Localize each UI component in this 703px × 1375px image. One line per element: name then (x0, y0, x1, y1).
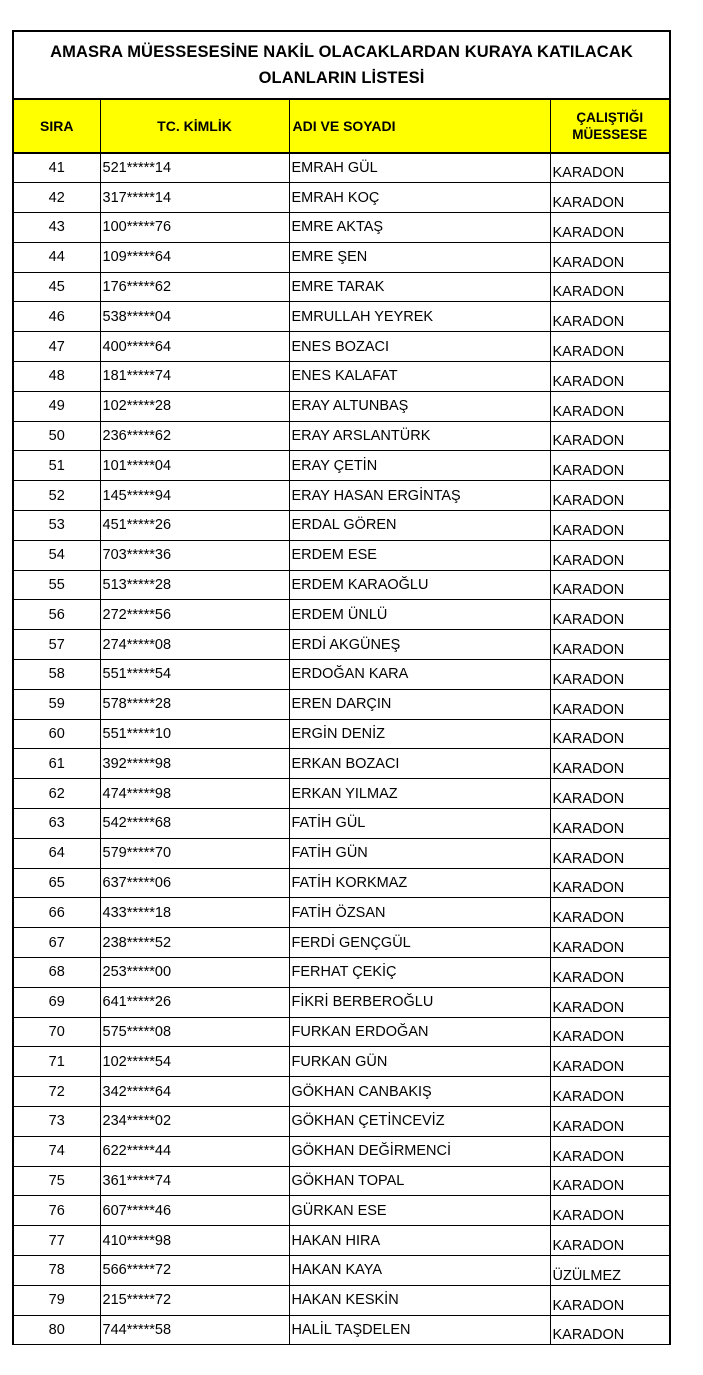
row-sira: 71 (14, 1047, 100, 1077)
row-adi-soyadi: ENES KALAFAT (289, 362, 550, 392)
row-adi-soyadi: EMRAH KOÇ (289, 183, 550, 213)
table-row (14, 183, 669, 213)
row-muessese: KARADON (550, 898, 669, 928)
row-muessese: KARADON (550, 213, 669, 243)
table-row (14, 749, 669, 779)
row-tc-kimlik: 272*****56 (100, 600, 289, 630)
row-tc-kimlik: 392*****98 (100, 749, 289, 779)
row-tc-kimlik: 361*****74 (100, 1166, 289, 1196)
row-adi-soyadi: ERDEM KARAOĞLU (289, 570, 550, 600)
row-sira: 42 (14, 183, 100, 213)
row-adi-soyadi: GÖKHAN TOPAL (289, 1166, 550, 1196)
header-work-line-2: MÜESSESE (572, 127, 648, 142)
table-row (14, 1196, 669, 1226)
row-muessese: KARADON (550, 302, 669, 332)
table-row (14, 1107, 669, 1137)
row-muessese: KARADON (550, 421, 669, 451)
row-adi-soyadi: ERDEM ESE (289, 540, 550, 570)
row-tc-kimlik: 100*****76 (100, 213, 289, 243)
row-adi-soyadi: FERHAT ÇEKİÇ (289, 958, 550, 988)
table-row (14, 838, 669, 868)
row-sira: 44 (14, 242, 100, 272)
row-sira: 50 (14, 421, 100, 451)
row-adi-soyadi: FATİH GÜN (289, 838, 550, 868)
table-header (14, 100, 669, 153)
row-adi-soyadi: HAKAN HIRA (289, 1226, 550, 1256)
row-muessese: KARADON (550, 1047, 669, 1077)
row-adi-soyadi: EMRE ŞEN (289, 242, 550, 272)
row-tc-kimlik: 641*****26 (100, 987, 289, 1017)
row-tc-kimlik: 109*****64 (100, 242, 289, 272)
row-sira: 65 (14, 868, 100, 898)
table-row (14, 362, 669, 392)
row-tc-kimlik: 410*****98 (100, 1226, 289, 1256)
title-line-2: OLANLARIN LİSTESİ (258, 69, 425, 87)
row-tc-kimlik: 236*****62 (100, 421, 289, 451)
row-sira: 41 (14, 153, 100, 183)
row-adi-soyadi: FATİH GÜL (289, 809, 550, 839)
row-muessese: KARADON (550, 540, 669, 570)
row-tc-kimlik: 234*****02 (100, 1107, 289, 1137)
row-adi-soyadi: HALİL TAŞDELEN (289, 1315, 550, 1345)
candidate-table (14, 100, 669, 1345)
row-muessese: KARADON (550, 749, 669, 779)
row-sira: 57 (14, 630, 100, 660)
table-row (14, 1166, 669, 1196)
row-muessese: KARADON (550, 1107, 669, 1137)
row-tc-kimlik: 622*****44 (100, 1136, 289, 1166)
row-adi-soyadi: EMRE TARAK (289, 272, 550, 302)
table-row (14, 540, 669, 570)
row-sira: 77 (14, 1226, 100, 1256)
table-row (14, 153, 669, 183)
row-muessese: KARADON (550, 332, 669, 362)
table-row (14, 451, 669, 481)
row-adi-soyadi: HAKAN KAYA (289, 1255, 550, 1285)
row-tc-kimlik: 551*****54 (100, 660, 289, 690)
row-sira: 76 (14, 1196, 100, 1226)
row-sira: 58 (14, 660, 100, 690)
row-tc-kimlik: 566*****72 (100, 1255, 289, 1285)
document-title (14, 32, 669, 100)
row-sira: 61 (14, 749, 100, 779)
row-muessese: KARADON (550, 1226, 669, 1256)
table-row (14, 660, 669, 690)
table-row (14, 421, 669, 451)
header-calistigi-muessese (550, 100, 669, 153)
row-adi-soyadi: FURKAN ERDOĞAN (289, 1017, 550, 1047)
table-row (14, 1226, 669, 1256)
row-sira: 75 (14, 1166, 100, 1196)
row-adi-soyadi: ERAY ALTUNBAŞ (289, 391, 550, 421)
row-muessese: KARADON (550, 868, 669, 898)
row-muessese: KARADON (550, 630, 669, 660)
row-muessese: KARADON (550, 600, 669, 630)
row-tc-kimlik: 474*****98 (100, 779, 289, 809)
row-tc-kimlik: 102*****28 (100, 391, 289, 421)
row-adi-soyadi: EREN DARÇIN (289, 689, 550, 719)
row-muessese: KARADON (550, 928, 669, 958)
row-tc-kimlik: 578*****28 (100, 689, 289, 719)
row-tc-kimlik: 744*****58 (100, 1315, 289, 1345)
row-adi-soyadi: GÖKHAN DEĞİRMENCİ (289, 1136, 550, 1166)
row-tc-kimlik: 542*****68 (100, 809, 289, 839)
table-row (14, 898, 669, 928)
row-adi-soyadi: EMRAH GÜL (289, 153, 550, 183)
header-work-line-1: ÇALIŞTIĞI (576, 110, 644, 125)
row-sira: 55 (14, 570, 100, 600)
row-tc-kimlik: 238*****52 (100, 928, 289, 958)
row-muessese: KARADON (550, 272, 669, 302)
row-sira: 51 (14, 451, 100, 481)
row-adi-soyadi: ERAY ARSLANTÜRK (289, 421, 550, 451)
row-sira: 74 (14, 1136, 100, 1166)
row-sira: 73 (14, 1107, 100, 1137)
row-tc-kimlik: 145*****94 (100, 481, 289, 511)
row-sira: 69 (14, 987, 100, 1017)
row-adi-soyadi: ENES BOZACI (289, 332, 550, 362)
row-tc-kimlik: 433*****18 (100, 898, 289, 928)
row-adi-soyadi: GÖKHAN CANBAKIŞ (289, 1077, 550, 1107)
row-muessese: KARADON (550, 242, 669, 272)
table-row (14, 987, 669, 1017)
row-muessese: KARADON (550, 451, 669, 481)
row-sira: 43 (14, 213, 100, 243)
row-tc-kimlik: 703*****36 (100, 540, 289, 570)
row-muessese: KARADON (550, 1166, 669, 1196)
row-muessese: KARADON (550, 779, 669, 809)
row-sira: 60 (14, 719, 100, 749)
row-muessese: KARADON (550, 153, 669, 183)
table-row (14, 272, 669, 302)
row-adi-soyadi: ERGİN DENİZ (289, 719, 550, 749)
row-sira: 52 (14, 481, 100, 511)
row-muessese: KARADON (550, 719, 669, 749)
table-row (14, 242, 669, 272)
row-tc-kimlik: 317*****14 (100, 183, 289, 213)
table-row (14, 391, 669, 421)
header-sira: SIRA (14, 100, 100, 153)
row-muessese: KARADON (550, 1196, 669, 1226)
row-muessese: ÜZÜLMEZ (550, 1255, 669, 1285)
row-adi-soyadi: ERAY ÇETİN (289, 451, 550, 481)
row-tc-kimlik: 607*****46 (100, 1196, 289, 1226)
row-sira: 47 (14, 332, 100, 362)
row-tc-kimlik: 181*****74 (100, 362, 289, 392)
row-muessese: KARADON (550, 391, 669, 421)
table-row (14, 481, 669, 511)
row-adi-soyadi: ERKAN YILMAZ (289, 779, 550, 809)
row-tc-kimlik: 513*****28 (100, 570, 289, 600)
row-muessese: KARADON (550, 1315, 669, 1345)
row-muessese: KARADON (550, 838, 669, 868)
row-muessese: KARADON (550, 809, 669, 839)
row-muessese: KARADON (550, 511, 669, 541)
table-row (14, 213, 669, 243)
table-row (14, 1017, 669, 1047)
row-muessese: KARADON (550, 1077, 669, 1107)
table-row (14, 1255, 669, 1285)
row-adi-soyadi: FATİH ÖZSAN (289, 898, 550, 928)
table-row (14, 600, 669, 630)
row-tc-kimlik: 451*****26 (100, 511, 289, 541)
row-sira: 63 (14, 809, 100, 839)
row-sira: 68 (14, 958, 100, 988)
table-row (14, 1136, 669, 1166)
row-sira: 62 (14, 779, 100, 809)
table-row (14, 719, 669, 749)
table-row (14, 689, 669, 719)
row-adi-soyadi: FATİH KORKMAZ (289, 868, 550, 898)
row-tc-kimlik: 637*****06 (100, 868, 289, 898)
row-adi-soyadi: GÖKHAN ÇETİNCEVİZ (289, 1107, 550, 1137)
row-muessese: KARADON (550, 1017, 669, 1047)
row-sira: 64 (14, 838, 100, 868)
table-row (14, 332, 669, 362)
row-muessese: KARADON (550, 183, 669, 213)
row-sira: 45 (14, 272, 100, 302)
row-sira: 49 (14, 391, 100, 421)
row-muessese: KARADON (550, 570, 669, 600)
row-tc-kimlik: 551*****10 (100, 719, 289, 749)
row-sira: 67 (14, 928, 100, 958)
header-adi-soyadi: ADI VE SOYADI (289, 100, 550, 153)
row-muessese: KARADON (550, 689, 669, 719)
row-sira: 53 (14, 511, 100, 541)
table-row (14, 1077, 669, 1107)
row-tc-kimlik: 101*****04 (100, 451, 289, 481)
row-muessese: KARADON (550, 1136, 669, 1166)
row-adi-soyadi: ERDOĞAN KARA (289, 660, 550, 690)
title-line-1: AMASRA MÜESSESESİNE NAKİL OLACAKLARDAN KURAYA KATILACAK (50, 43, 633, 61)
table-row (14, 511, 669, 541)
row-tc-kimlik: 538*****04 (100, 302, 289, 332)
row-sira: 54 (14, 540, 100, 570)
table-row (14, 868, 669, 898)
row-sira: 79 (14, 1285, 100, 1315)
table-row (14, 570, 669, 600)
row-tc-kimlik: 342*****64 (100, 1077, 289, 1107)
row-sira: 70 (14, 1017, 100, 1047)
header-tc-kimlik: TC. KİMLİK (100, 100, 289, 153)
row-sira: 48 (14, 362, 100, 392)
row-sira: 59 (14, 689, 100, 719)
table-row (14, 1047, 669, 1077)
row-adi-soyadi: ERKAN BOZACI (289, 749, 550, 779)
row-adi-soyadi: FERDİ GENÇGÜL (289, 928, 550, 958)
table-row (14, 1315, 669, 1345)
row-tc-kimlik: 253*****00 (100, 958, 289, 988)
table-row (14, 302, 669, 332)
row-adi-soyadi: FURKAN GÜN (289, 1047, 550, 1077)
row-muessese: KARADON (550, 1285, 669, 1315)
table-row (14, 630, 669, 660)
row-adi-soyadi: HAKAN KESKİN (289, 1285, 550, 1315)
row-sira: 78 (14, 1255, 100, 1285)
header-row (14, 100, 669, 153)
row-muessese: KARADON (550, 362, 669, 392)
row-sira: 66 (14, 898, 100, 928)
table-row (14, 928, 669, 958)
table-body (14, 153, 669, 1345)
row-sira: 46 (14, 302, 100, 332)
row-tc-kimlik: 400*****64 (100, 332, 289, 362)
row-muessese: KARADON (550, 958, 669, 988)
document-sheet (12, 30, 671, 1345)
row-adi-soyadi: ERDEM ÜNLÜ (289, 600, 550, 630)
row-tc-kimlik: 176*****62 (100, 272, 289, 302)
row-adi-soyadi: GÜRKAN ESE (289, 1196, 550, 1226)
row-adi-soyadi: EMRE AKTAŞ (289, 213, 550, 243)
table-row (14, 958, 669, 988)
row-sira: 56 (14, 600, 100, 630)
row-adi-soyadi: EMRULLAH YEYREK (289, 302, 550, 332)
row-sira: 80 (14, 1315, 100, 1345)
row-tc-kimlik: 575*****08 (100, 1017, 289, 1047)
row-tc-kimlik: 274*****08 (100, 630, 289, 660)
table-row (14, 1285, 669, 1315)
row-sira: 72 (14, 1077, 100, 1107)
row-adi-soyadi: FİKRİ BERBEROĞLU (289, 987, 550, 1017)
table-row (14, 779, 669, 809)
row-muessese: KARADON (550, 481, 669, 511)
row-tc-kimlik: 215*****72 (100, 1285, 289, 1315)
row-adi-soyadi: ERDAL GÖREN (289, 511, 550, 541)
row-tc-kimlik: 579*****70 (100, 838, 289, 868)
row-adi-soyadi: ERAY HASAN ERGİNTAŞ (289, 481, 550, 511)
table-row (14, 809, 669, 839)
row-tc-kimlik: 102*****54 (100, 1047, 289, 1077)
row-muessese: KARADON (550, 987, 669, 1017)
row-tc-kimlik: 521*****14 (100, 153, 289, 183)
row-adi-soyadi: ERDİ AKGÜNEŞ (289, 630, 550, 660)
row-muessese: KARADON (550, 660, 669, 690)
